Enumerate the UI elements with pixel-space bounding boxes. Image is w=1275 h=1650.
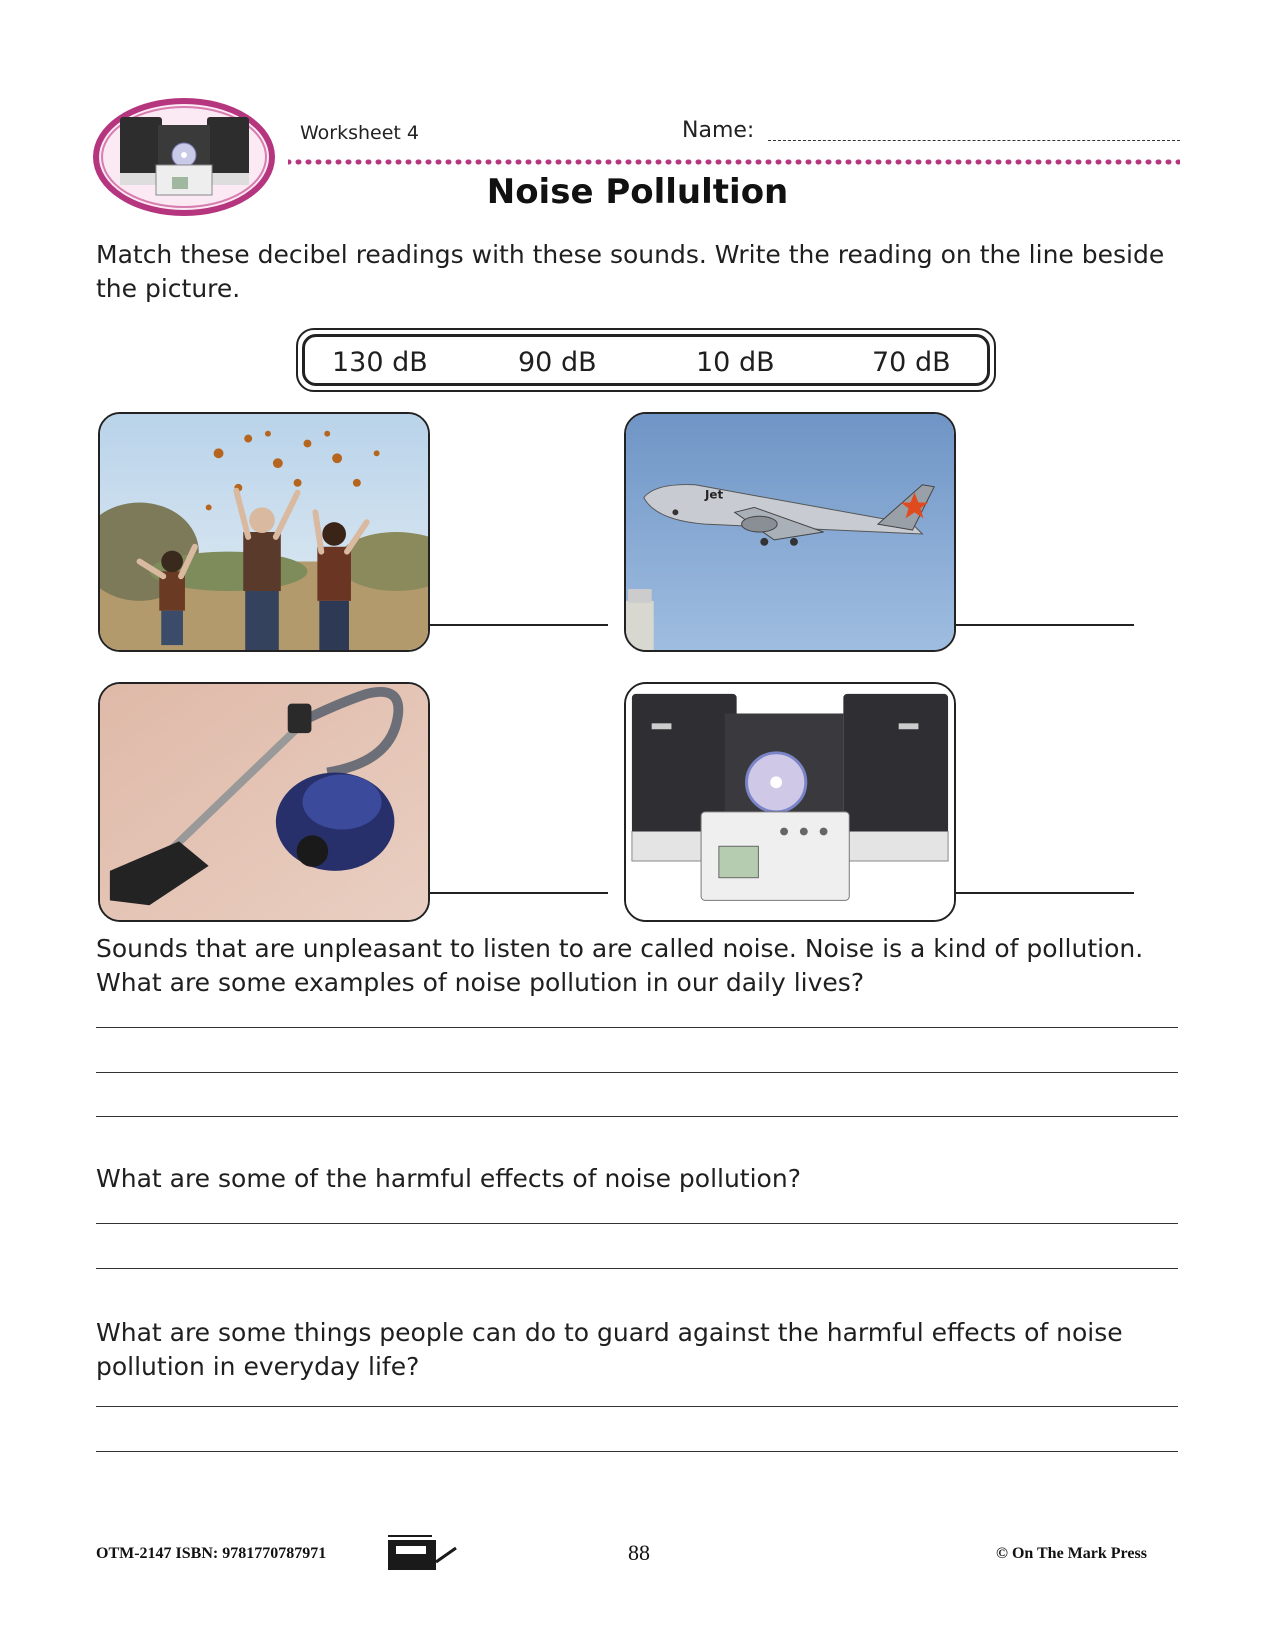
- worksheet-label: Worksheet 4: [300, 122, 420, 144]
- name-label: Name:: [682, 118, 755, 143]
- answer-line-q1[interactable]: [96, 1072, 1178, 1073]
- decibel-reading: 130 dB: [332, 347, 428, 378]
- answer-line-q1[interactable]: [96, 1027, 1178, 1028]
- page-number: 88: [628, 1540, 650, 1565]
- answer-line-photo-4[interactable]: [956, 892, 1134, 894]
- decibel-reading: 10 dB: [696, 347, 775, 378]
- decibel-reading: 90 dB: [518, 347, 597, 378]
- question-3: What are some things people can do to guard against the harmful effects of noise pollution in everyday life?: [96, 1318, 1123, 1381]
- airplane-image: [626, 414, 954, 650]
- answer-line-q2[interactable]: [96, 1268, 1178, 1269]
- question-2: What are some of the harmful effects of noise pollution?: [96, 1164, 801, 1193]
- stereo-system-image: [626, 684, 954, 920]
- photo-vacuum-cleaner: [98, 682, 430, 922]
- answer-line-q3[interactable]: [96, 1406, 1178, 1407]
- answer-line-q2[interactable]: [96, 1223, 1178, 1224]
- question-1: Sounds that are unpleasant to listen to are called noise. Noise is a kind of pollution. What are some examples of noise pollution in our daily lives?: [96, 934, 1144, 997]
- airplane-logo-text: Jet: [705, 487, 724, 502]
- decibel-reading: 70 dB: [872, 347, 951, 378]
- decibel-readings-box: [296, 328, 996, 392]
- footer-copyright: © On The Mark Press: [996, 1545, 1147, 1562]
- footer-code: OTM-2147 ISBN: 9781770787971: [96, 1545, 327, 1562]
- name-field-line[interactable]: [768, 140, 1180, 141]
- answer-line-photo-3[interactable]: [430, 892, 608, 894]
- vacuum-cleaner-image: [100, 684, 428, 920]
- photo-children-leaves: [98, 412, 430, 652]
- children-leaves-image: [100, 414, 428, 650]
- instructions: Match these decibel readings with these sounds. Write the reading on the line beside the picture.: [96, 240, 1165, 303]
- press-logo-icon: [386, 1532, 458, 1572]
- answer-line-photo-2[interactable]: [956, 624, 1134, 626]
- page-title: Noise Pollultion: [486, 172, 789, 212]
- photo-stereo-system: [624, 682, 956, 922]
- dotted-divider: [288, 158, 1180, 166]
- answer-line-photo-1[interactable]: [430, 624, 608, 626]
- answer-line-q3[interactable]: [96, 1451, 1178, 1452]
- photo-airplane: [624, 412, 956, 652]
- answer-line-q1[interactable]: [96, 1116, 1178, 1117]
